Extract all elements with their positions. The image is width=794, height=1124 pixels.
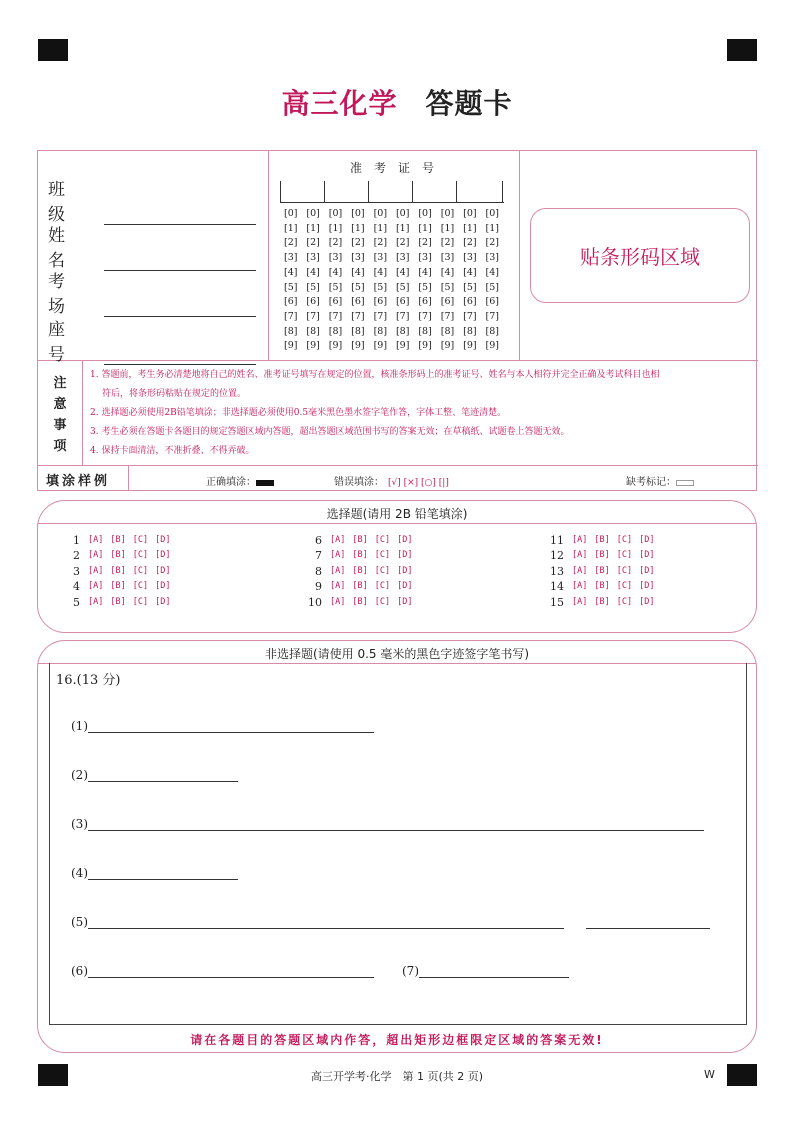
digit-bubble[interactable]: [4] [373,266,388,278]
digit-bubble[interactable]: [3] [284,252,298,264]
digit-bubble[interactable]: [0] [373,208,388,219]
notice-item: 2. 选择题必须使用2B铅笔填涂；非选择题必须使用0.5毫米黑色墨水签字笔作答，字体工整、笔迹清楚。 [90,408,507,418]
digit-bubble[interactable]: [8] [373,325,388,337]
digit-bubble[interactable]: [6] [373,296,388,308]
mc-question-row [302,533,419,548]
page-title [0,82,794,122]
digit-bubble[interactable]: [3] [485,252,499,264]
mc-option-bubble[interactable]: [D] [639,581,655,592]
digit-bubble[interactable]: [8] [395,325,410,337]
digit-bubble[interactable]: [6] [485,296,499,308]
digit-row [284,325,508,340]
mc-option-bubble[interactable]: [B] [352,565,368,576]
notice-text [90,367,752,459]
mc-option-bubble[interactable]: [A] [572,535,588,545]
digit-bubble[interactable]: [5] [351,281,365,293]
page-footer: 高三开学考·化学 第 1 页(共 2 页) [310,1070,484,1083]
mc-question-number: 11 [550,534,564,547]
digit-bubble[interactable]: [3] [328,252,343,264]
digit-bubble[interactable]: [1] [440,222,455,234]
mc-question-row [302,548,419,563]
digit-bubble[interactable]: [0] [284,208,298,219]
digit-bubble[interactable]: [9] [328,340,343,352]
digit-bubble[interactable]: [1] [284,222,298,234]
mc-question-row [60,564,177,579]
digit-bubble[interactable]: [5] [328,281,343,293]
digit-bubble[interactable]: [1] [418,222,432,234]
answer-blank-6[interactable]: (6) [71,964,374,978]
notice-item: 符后，将条形码粘贴在规定的位置。 [102,389,247,399]
correct-fill-sample: 正确填涂： [206,473,274,488]
digit-row [284,207,508,222]
digit-bubble[interactable]: [2] [284,237,298,249]
digit-bubble[interactable]: [1] [351,222,365,234]
wrong-fill-sample: 错误填涂： [√] [×] [○] [|] [334,477,449,488]
mc-option-bubble[interactable]: [C] [616,596,633,607]
digit-row [284,236,508,251]
registration-mark-top-right [727,39,757,61]
digit-bubble[interactable]: [4] [351,266,365,278]
mc-question-number: 15 [550,595,564,609]
mc-column-3 [544,533,661,610]
barcode-area [530,208,750,303]
mc-option-bubble[interactable]: [D] [155,581,171,592]
mc-option-bubble[interactable]: [C] [616,550,633,561]
digit-bubble[interactable]: [2] [306,237,320,249]
mc-column-2 [302,533,419,610]
mc-question-row [302,595,419,610]
mc-option-bubble[interactable]: [C] [616,581,633,592]
mc-option-bubble[interactable]: [D] [397,596,413,607]
digit-bubble[interactable]: [3] [418,252,432,264]
digit-bubble[interactable]: [0] [395,208,410,219]
exam-number-title: 准考证号 [349,161,446,175]
digit-bubble[interactable]: [1] [485,222,499,234]
multiple-choice-section [37,500,757,633]
digit-bubble[interactable]: [3] [306,252,320,264]
digit-bubble[interactable]: [2] [485,237,499,249]
mc-question-row [544,548,661,563]
mc-question-row [60,595,177,610]
digit-row [284,251,508,266]
digit-bubble[interactable]: [6] [395,296,410,308]
mc-question-row [544,533,661,548]
digit-bubble[interactable]: [0] [328,208,343,219]
digit-bubble[interactable]: [4] [440,266,455,278]
mc-option-bubble[interactable]: [C] [132,565,149,576]
digit-bubble[interactable]: [2] [328,237,343,249]
digit-bubble[interactable]: [5] [440,281,455,293]
fill-sample-row [38,466,756,491]
mc-question-row [302,579,419,594]
mc-question-row [60,548,177,563]
mc-option-bubble[interactable]: [A] [88,596,104,607]
digit-bubble[interactable]: [8] [418,325,432,337]
footer-mark: W [704,1068,715,1081]
mc-option-bubble[interactable]: [D] [639,565,655,576]
mc-option-bubble[interactable]: [A] [88,535,104,545]
digit-bubble[interactable]: [9] [485,340,499,352]
digit-bubble[interactable]: [0] [440,208,455,219]
mc-option-bubble[interactable]: [A] [330,581,346,592]
mc-option-bubble[interactable]: [A] [330,550,346,561]
mc-question-row [60,533,177,548]
mc-option-bubble[interactable]: [D] [397,535,413,545]
digit-bubble[interactable]: [9] [284,340,298,352]
digit-bubble[interactable]: [9] [373,340,388,352]
digit-bubble[interactable]: [8] [440,325,455,337]
fill-sample-label: 填涂样例 [46,474,111,489]
digit-bubble[interactable]: [9] [395,340,410,352]
digit-bubble[interactable]: [0] [418,208,432,219]
mc-option-bubble[interactable]: [B] [352,550,368,561]
mc-option-bubble[interactable]: [A] [330,565,346,576]
answer-area-warning: 请在各题目的答题区域内作答，超出矩形边框限定区域的答案无效! [190,1033,604,1047]
mc-option-bubble[interactable]: [B] [594,535,610,545]
digit-bubble[interactable]: [4] [284,266,298,278]
name-field[interactable] [48,221,256,271]
mc-option-bubble[interactable]: [C] [374,596,391,607]
digit-bubble[interactable]: [4] [463,266,477,278]
digit-bubble[interactable]: [7] [463,310,477,322]
digit-bubble[interactable]: [0] [485,208,499,219]
digit-bubble[interactable]: [8] [463,325,477,337]
field-label: 考场 [48,272,79,317]
digit-bubble[interactable]: [6] [463,296,477,308]
mc-option-bubble[interactable]: [D] [639,535,655,545]
mc-option-bubble[interactable]: [A] [88,581,104,592]
mc-question-row [544,595,661,610]
digit-bubble[interactable]: [5] [463,281,477,293]
notice-item: 1. 答题前，考生务必清楚地将自己的姓名、准考证号填写在规定的位置，核准条形码上的准考证号、姓名与本人相符并完全正确及考试科目也相 [90,370,660,380]
digit-row [284,295,508,310]
digit-bubble[interactable]: [2] [395,237,410,249]
digit-bubble[interactable]: [2] [418,237,432,249]
exam-number-boxes[interactable] [280,181,504,203]
digit-bubble[interactable]: [4] [418,266,432,278]
barcode-label: 贴条形码区域 [580,245,700,269]
mc-option-bubble[interactable]: [C] [374,550,391,561]
mc-option-bubble[interactable]: [C] [374,565,391,576]
digit-bubble[interactable]: [2] [351,237,365,249]
digit-bubble[interactable]: [4] [328,266,343,278]
mc-question-row [302,564,419,579]
mc-option-bubble[interactable]: [C] [132,581,149,592]
mc-option-bubble[interactable]: [D] [639,596,655,607]
mc-question-number: 8 [315,564,322,578]
mc-option-bubble[interactable]: [A] [572,565,588,576]
digit-bubble[interactable]: [8] [351,325,365,337]
digit-bubble[interactable]: [8] [306,325,320,337]
mc-question-number: 7 [315,549,322,563]
digit-bubble[interactable]: [1] [395,222,410,234]
digit-bubble[interactable]: [6] [440,296,455,308]
mc-option-bubble[interactable]: [C] [132,550,149,561]
mc-question-number: 6 [315,534,322,547]
answer-blank-1[interactable]: (1) [71,719,374,733]
free-response-title: 非选择题(请使用 0.5 毫米的黑色字迹签字笔书写) [264,647,530,661]
field-label: 姓名 [48,226,79,271]
digit-bubble[interactable]: [7] [485,310,499,322]
digit-bubble[interactable]: [5] [284,281,298,293]
digit-bubble[interactable]: [3] [373,252,388,264]
mc-question-number: 12 [550,549,564,563]
mc-question-number: 13 [550,564,564,578]
digit-bubble[interactable]: [7] [351,310,365,322]
digit-bubble[interactable]: [7] [328,310,343,322]
mc-option-bubble[interactable]: [C] [374,535,391,545]
answer-blank-5[interactable]: (5) [71,915,710,929]
digit-bubble[interactable]: [5] [373,281,388,293]
registration-mark-top-left [38,39,68,61]
notice-item: 3. 考生必须在答题卡各题目的规定答题区域内答题，超出答题区域范围书写的答案无效；在草稿纸、试题卷上答题无效。 [90,427,570,437]
mc-option-bubble[interactable]: [B] [594,581,610,592]
mc-question-number: 9 [315,580,322,594]
mc-option-bubble[interactable]: [B] [110,581,126,592]
digit-row [284,281,508,296]
title-subject: 高三化学 [281,87,398,120]
mc-option-bubble[interactable]: [A] [88,565,104,576]
mc-option-bubble[interactable]: [A] [572,596,588,607]
mc-question-row [544,579,661,594]
digit-bubble[interactable]: [2] [440,237,455,249]
digit-bubble[interactable]: [1] [328,222,343,234]
mc-option-bubble[interactable]: [C] [132,596,149,607]
student-info-panel [37,150,757,491]
absent-mark-box[interactable] [676,480,694,486]
mc-option-bubble[interactable]: [B] [110,596,126,607]
absent-mark-sample: 缺考标记： [626,473,694,488]
multiple-choice-title: 选择题(请用 2B 铅笔填涂) [326,507,468,521]
mc-option-bubble[interactable]: [C] [374,581,391,592]
mc-question-number: 4 [73,580,80,594]
mc-column-1 [60,533,177,610]
digit-bubble[interactable]: [6] [328,296,343,308]
digit-bubble[interactable]: [7] [395,310,410,322]
digit-bubble[interactable]: [0] [306,208,320,219]
digit-bubble[interactable]: [0] [351,208,365,219]
digit-bubble[interactable]: [4] [485,266,499,278]
digit-bubble[interactable]: [8] [284,325,298,337]
mc-question-row [60,579,177,594]
digit-bubble[interactable]: [8] [485,325,499,337]
mc-option-bubble[interactable]: [C] [616,565,633,576]
digit-bubble[interactable]: [6] [351,296,365,308]
digit-bubble[interactable]: [9] [463,340,477,352]
notice-label: 注 意 事 项 [53,376,67,454]
mc-option-bubble[interactable]: [D] [397,550,413,561]
mc-option-bubble[interactable]: [D] [397,565,413,576]
mc-question-number: 3 [73,564,80,578]
digit-bubble[interactable]: [2] [373,237,388,249]
mc-question-number: 1 [73,534,80,547]
mc-option-bubble[interactable]: [B] [594,550,610,561]
mc-option-bubble[interactable]: [D] [155,565,171,576]
mc-option-bubble[interactable]: [D] [639,550,655,561]
digit-bubble[interactable]: [4] [395,266,410,278]
class-field[interactable] [48,175,256,225]
digit-bubble[interactable]: [1] [373,222,388,234]
field-label: 座号 [48,320,79,365]
digit-bubble[interactable]: [7] [306,310,320,322]
mc-question-number: 2 [73,549,80,563]
digit-bubble[interactable]: [5] [306,281,320,293]
mc-question-number: 14 [550,580,564,594]
mc-option-bubble[interactable]: [A] [572,581,588,592]
title-card: 答题卡 [425,87,513,120]
digit-bubble[interactable]: [9] [351,340,365,352]
answer-blank-2[interactable]: (2) [71,768,238,782]
question-16-answer-area[interactable] [49,663,747,1025]
digit-bubble[interactable]: [6] [418,296,432,308]
exam-number-bubbles[interactable] [284,207,508,354]
exam-room-field[interactable] [48,267,256,317]
digit-bubble[interactable]: [5] [395,281,410,293]
mc-option-bubble[interactable]: [B] [352,535,368,545]
mc-option-bubble[interactable]: [A] [88,550,104,561]
answer-blank-3[interactable]: (3) [71,817,704,831]
digit-bubble[interactable]: [2] [463,237,477,249]
digit-bubble[interactable]: [7] [440,310,455,322]
digit-bubble[interactable]: [3] [463,252,477,264]
field-label: 班级 [48,180,79,225]
mc-option-bubble[interactable]: [C] [132,535,149,545]
wrong-marks: [√] [×] [○] [|] [388,478,449,488]
digit-row [284,266,508,281]
mc-option-bubble[interactable]: [D] [397,581,413,592]
digit-row [284,310,508,325]
digit-bubble[interactable]: [5] [418,281,432,293]
filled-mark-icon [256,480,274,486]
digit-bubble[interactable]: [4] [306,266,320,278]
mc-option-bubble[interactable]: [B] [110,535,126,545]
digit-bubble[interactable]: [0] [463,208,477,219]
digit-bubble[interactable]: [9] [440,340,455,352]
mc-option-bubble[interactable]: [D] [155,550,171,561]
mc-option-bubble[interactable]: [B] [352,596,368,607]
digit-bubble[interactable]: [5] [485,281,499,293]
digit-bubble[interactable]: [3] [440,252,455,264]
answer-blank-7[interactable]: (7) [402,964,569,978]
digit-row [284,222,508,237]
digit-bubble[interactable]: [6] [306,296,320,308]
mc-option-bubble[interactable]: [B] [594,596,610,607]
mc-option-bubble[interactable]: [C] [616,535,633,545]
digit-bubble[interactable]: [1] [306,222,320,234]
mc-option-bubble[interactable]: [B] [352,581,368,592]
mc-question-number: 10 [308,595,322,609]
question-16-label: 16.(13 分) [56,673,121,688]
mc-option-bubble[interactable]: [B] [110,550,126,561]
mc-option-bubble[interactable]: [D] [155,535,171,545]
mc-question-row [544,564,661,579]
digit-bubble[interactable]: [8] [328,325,343,337]
digit-bubble[interactable]: [1] [463,222,477,234]
digit-bubble[interactable]: [7] [373,310,388,322]
digit-bubble[interactable]: [9] [306,340,320,352]
digit-row [284,339,508,354]
mc-option-bubble[interactable]: [B] [110,565,126,576]
digit-bubble[interactable]: [7] [284,310,298,322]
digit-bubble[interactable]: [6] [284,296,298,308]
digit-bubble[interactable]: [3] [395,252,410,264]
mc-option-bubble[interactable]: [D] [155,596,171,607]
answer-blank-4[interactable]: (4) [71,866,238,880]
free-response-section [37,640,757,1053]
notice-item: 4. 保持卡面清洁，不准折叠、不得弄破。 [90,446,255,456]
mc-option-bubble[interactable]: [A] [572,550,588,561]
mc-question-number: 5 [73,595,80,609]
mc-option-bubble[interactable]: [A] [330,596,346,607]
seat-number-field[interactable] [48,315,256,365]
digit-bubble[interactable]: [7] [418,310,432,322]
digit-bubble[interactable]: [3] [351,252,365,264]
mc-option-bubble[interactable]: [B] [594,565,610,576]
mc-option-bubble[interactable]: [A] [330,535,346,545]
digit-bubble[interactable]: [9] [418,340,432,352]
